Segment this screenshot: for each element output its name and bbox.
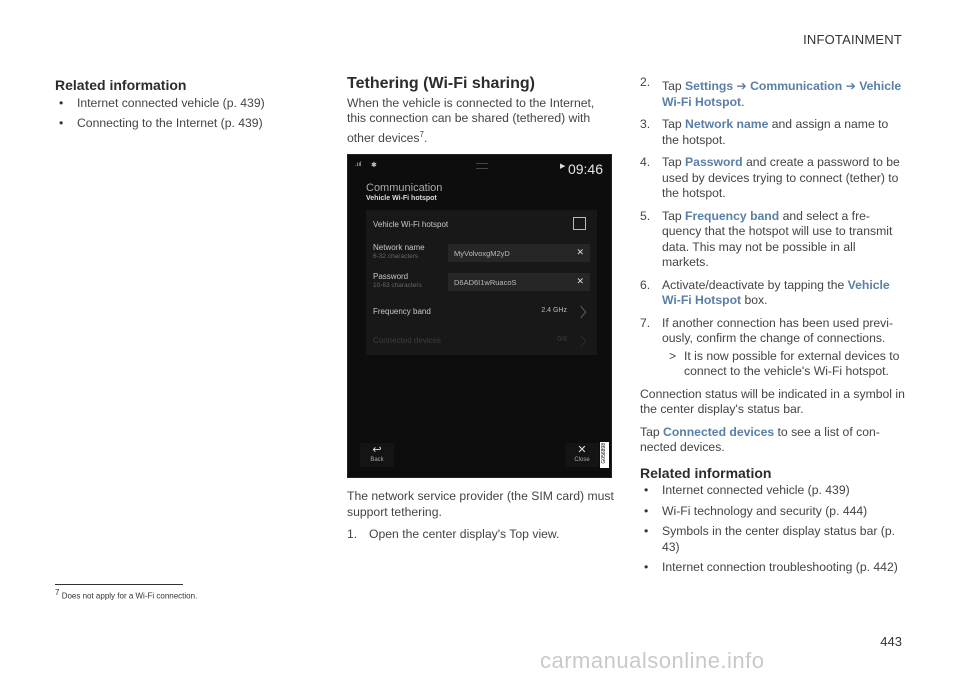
clock: 09:46 <box>567 161 603 177</box>
frequency-value: 2.4 GHz <box>541 307 567 314</box>
intro-paragraph: When the vehicle is connected to the Internet, this connection can be shared (tethered) with other devices$^7$. <box>347 95 595 145</box>
page-number: 443 <box>880 634 902 649</box>
related-link[interactable]: • Internet connected vehicle (p. 439) <box>640 483 905 499</box>
chevron-right-icon[interactable]: 〉 <box>579 305 593 320</box>
frequency-band-row[interactable]: Frequency band <box>373 307 431 316</box>
network-name-hint: 6-32 characters <box>373 253 419 260</box>
footnote-ref[interactable]: 7 <box>419 129 424 139</box>
step-4: 4. Tap Password and create a password to be used by devices trying to connect (tether) to the hotspot. <box>640 155 900 200</box>
step-7-result: > It is now possible for external devices to connect to the vehicle's Wi-Fi hotspot. <box>669 348 900 378</box>
step-3: 3. Tap Network name and assign a name to the hotspot. <box>640 117 889 147</box>
hotspot-toggle-row[interactable]: Vehicle Wi-Fi hotspot <box>373 220 590 229</box>
close-button[interactable]: ✕ Close <box>565 443 599 467</box>
related-link[interactable]: • Internet connection troubleshooting (p. 442) <box>640 560 905 576</box>
right-column <box>640 75 905 581</box>
middle-column-lower <box>347 489 615 550</box>
back-button[interactable]: ↩ Back <box>360 443 394 467</box>
left-column <box>55 78 285 137</box>
footnote: $^7$ Does not apply for a Wi-Fi connection. <box>55 588 198 601</box>
clear-icon[interactable]: ✕ <box>576 276 584 286</box>
menu-path-hotspot: Vehicle Wi-Fi Hotspot <box>662 79 902 109</box>
related-link[interactable]: • Connecting to the Internet (p. 439) <box>55 116 285 132</box>
arrow-right-icon: ➔ <box>733 79 751 93</box>
step-2: 2. Tap Settings ➔ Communication ➔ Vehicle Wi-Fi Hotspot. <box>640 75 902 109</box>
step-1: 1. Open the center display's Top view. <box>347 527 560 541</box>
signal-icon: .ııl <box>355 162 362 168</box>
related-link[interactable]: • Wi-Fi technology and security (p. 444) <box>640 504 905 520</box>
related-info-heading: Related information <box>55 77 187 93</box>
connected-devices-value: 0/8 <box>557 336 567 343</box>
footnote-divider <box>55 584 183 585</box>
tethering-note: The network service provider (the SIM card) must support tethering. <box>347 489 614 519</box>
step-6: 6. Activate/deactivate by tapping the Vehicle Wi-Fi Hotspot box. <box>640 277 890 307</box>
status-paragraph: Connection status will be indicated in a symbol in the center display's status bar. <box>640 386 905 416</box>
password-label: Password <box>373 272 409 281</box>
section-heading: Tethering (Wi-Fi sharing) <box>347 75 535 92</box>
chevron-right-icon[interactable]: 〉 <box>579 334 593 349</box>
arrow-right-icon: ➔ <box>842 79 860 93</box>
top-view-handle[interactable] <box>476 163 488 169</box>
hotspot-settings-panel <box>366 210 597 355</box>
connected-devices-row[interactable]: Connected devices <box>373 336 442 345</box>
image-code: G056898 <box>600 442 609 468</box>
clear-icon[interactable]: ✕ <box>576 247 584 257</box>
center-display-image <box>347 154 612 478</box>
bluetooth-icon: ✱ <box>371 162 377 169</box>
watermark: carmanualsonline.info <box>540 648 765 673</box>
menu-path-settings: Settings <box>685 79 734 93</box>
hotspot-checkbox[interactable] <box>573 217 586 230</box>
status-bar <box>348 155 611 177</box>
step-5: 5. Tap Frequency band and select a fre-quency that the hotspot will use to transmit data. This may not be possible in all markets. <box>640 208 893 269</box>
connected-devices-paragraph: Tap Connected devices to see a list of con-nected devices. <box>640 424 880 454</box>
back-arrow-icon: ↩ <box>372 444 382 456</box>
close-icon: ✕ <box>577 444 587 456</box>
password-hint: 10-63 characters <box>373 282 422 289</box>
menu-path-communication: Communication <box>750 79 843 93</box>
related-link[interactable]: • Internet connected vehicle (p. 439) <box>55 96 285 112</box>
screen-title: Communication <box>366 182 443 194</box>
middle-column <box>347 76 615 153</box>
network-name-field[interactable]: MyVolvoxgM2yD ✕ <box>448 244 590 262</box>
play-icon: ▶ <box>560 163 566 170</box>
screen-subtitle: Vehicle Wi-Fi hotspot <box>366 195 437 202</box>
step-7: 7. If another connection has been used previ-ously, confirm the change of connections. > It is now possible for external devices to connect to the vehicle's Wi-Fi hotspot. <box>640 316 905 380</box>
section-header: INFOTAINMENT <box>803 32 902 47</box>
password-field[interactable]: D6AD6I1wRuacoS ✕ <box>448 273 590 291</box>
network-name-label: Network name <box>373 243 425 252</box>
related-link[interactable]: • Symbols in the center display status bar (p. 43) <box>640 524 905 555</box>
related-info-heading: Related information <box>640 464 772 481</box>
